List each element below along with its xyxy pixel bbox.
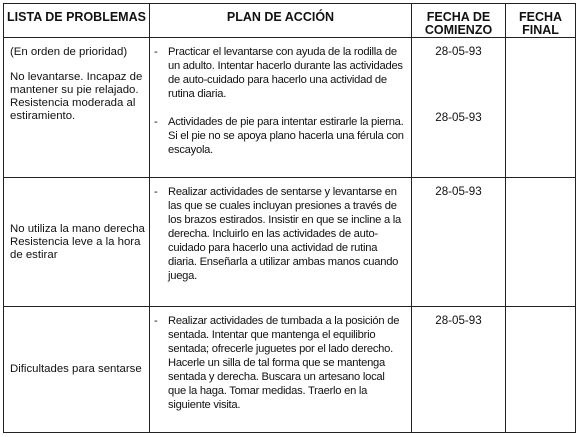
dash-bullet: - xyxy=(154,116,158,128)
action-text: Actividades de pie para intentar estirarle la pierna. Si el pie no se apoya plano hacerla una férula con escayola. xyxy=(168,116,404,156)
care-plan-document xyxy=(3,3,575,433)
action-text: Practicar el levantarse con ayuda de la rodilla de un adulto. Intentar hacerlo durante las actividades de auto-cuidado para hacerlo una actividad de rutina diaria. xyxy=(168,46,403,100)
start-date: 28-05-93 xyxy=(435,185,482,198)
table-row xyxy=(4,307,576,433)
action-text: Realizar actividades de tumbada a la posición de sentada. Intentar que mantenga el equilibrio sentada; ofrecerle juguetes por el lado derecho. Hacerle un silla de tal forma que se mantenga sentada y derecha. Buscara un artesano local que la haga. Tomar medidas. Traerlo en la siguiente visita. xyxy=(168,315,400,411)
start-date: 28-05-93 xyxy=(435,314,482,327)
dash-bullet: - xyxy=(154,46,158,58)
care-plan-table xyxy=(3,3,576,433)
action-text: Realizar actividades de sentarse y levantarse en las que se cuales incluyan presiones a través de los brazos estirados. Insistir en que se incline a la derecha. Incluirlo en las actividades de auto-cuidado para hacerlo una actividad de rutina diaria. Enseñarla a utilizar ambas manos cuando juega. xyxy=(168,186,402,282)
header-start-date: FECHA DE COMIENZO xyxy=(412,4,506,38)
action-item xyxy=(154,314,405,412)
action-item xyxy=(154,115,405,157)
header-end-date: FECHA FINAL xyxy=(506,4,576,38)
end-date-cell xyxy=(506,178,576,307)
start-date: 28-05-93 xyxy=(435,45,482,58)
action-plan-cell xyxy=(150,38,412,178)
problem-cell xyxy=(4,38,150,178)
problem-text: No utiliza la mano derecha Resistencia leve a la hora de estirar xyxy=(10,222,145,261)
action-plan-cell xyxy=(150,178,412,307)
problem-text: Dificultades para sentarse xyxy=(10,363,142,375)
dash-bullet: - xyxy=(154,315,158,327)
header-plan: PLAN DE ACCIÓN xyxy=(150,4,412,38)
start-date-cell xyxy=(412,178,506,307)
end-date-cell xyxy=(506,307,576,433)
action-item xyxy=(154,45,405,101)
priority-note: (En orden de prioridad) xyxy=(10,46,128,58)
problem-text: No levantarse. Incapaz de mantener su pie relajado. Resistencia moderada al estiramiento. xyxy=(10,71,143,122)
table-row xyxy=(4,178,576,307)
problem-cell xyxy=(4,307,150,433)
action-plan-cell xyxy=(150,307,412,433)
end-date-cell xyxy=(506,38,576,178)
header-row xyxy=(4,4,576,38)
problem-cell xyxy=(4,178,150,307)
start-date-cell xyxy=(412,307,506,433)
action-item xyxy=(154,185,405,283)
dash-bullet: - xyxy=(154,186,158,198)
header-problems: LISTA DE PROBLEMAS xyxy=(4,4,150,38)
start-date-cell xyxy=(412,38,506,178)
table-row xyxy=(4,38,576,178)
start-date: 28-05-93 xyxy=(435,111,482,124)
